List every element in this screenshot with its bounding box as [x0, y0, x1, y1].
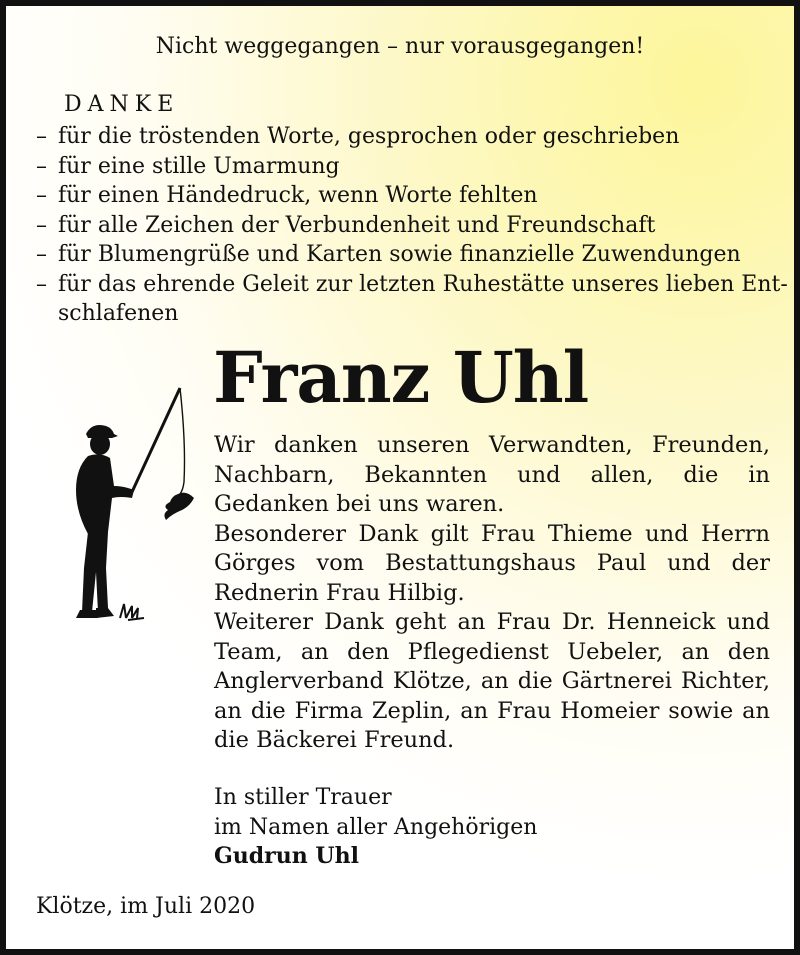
closing-line-relatives: im Namen aller Angehörigen — [214, 814, 538, 840]
thanks-item: – für einen Händedruck, wenn Worte fehlten — [36, 181, 776, 211]
angler-silhouette-icon — [62, 382, 212, 632]
thanks-heading: DANKE — [64, 92, 180, 117]
thanks-item-continuation: schlafenen — [58, 301, 179, 326]
thanks-item: – für das ehrende Geleit zur letzten Ruhestätte unseres lieben Ent- — [36, 270, 776, 300]
thanks-item: – für Blumengrüße und Karten sowie finanzielle Zuwendungen — [36, 240, 776, 270]
paragraph-thanks-others: Weiterer Dank geht an Frau Dr. Henneick und Team, an den Pflegedienst Uebeler, an den Anglerverband Klötze, an die Gärtnerei Richter, an die Firma Zeplin, an Frau Homeier sowie an die Bäckerei Freund. — [214, 609, 770, 753]
body-text — [214, 431, 770, 756]
thanks-list — [36, 122, 788, 299]
paragraph-thanks-funeral: Besonderer Dank gilt Frau Thieme und Herrn Görges vom Bestattungshaus Paul und der Rednerin Frau Hilbig. — [214, 520, 770, 606]
thanks-item: – für alle Zeichen der Verbundenheit und Freundschaft — [36, 211, 776, 241]
thanks-item: – für die tröstenden Worte, gesprochen oder geschrieben — [36, 122, 776, 152]
closing-line-mourning: In stiller Trauer — [214, 785, 392, 810]
thanks-item: – für eine stille Umarmung — [36, 152, 776, 182]
paragraph-thanks-family: Wir danken unseren Verwandten, Freunden, Nachbarn, Bekannten und allen, die in Gedanken bei uns waren. — [214, 432, 770, 517]
motto: Nicht weggegangen – nur vorausgegangen! — [155, 34, 645, 59]
place-date: Klötze, im Juli 2020 — [36, 894, 256, 919]
signer-name: Gudrun Uhl — [214, 843, 359, 869]
closing-block — [214, 783, 537, 872]
deceased-name: Franz Uhl — [213, 336, 589, 419]
